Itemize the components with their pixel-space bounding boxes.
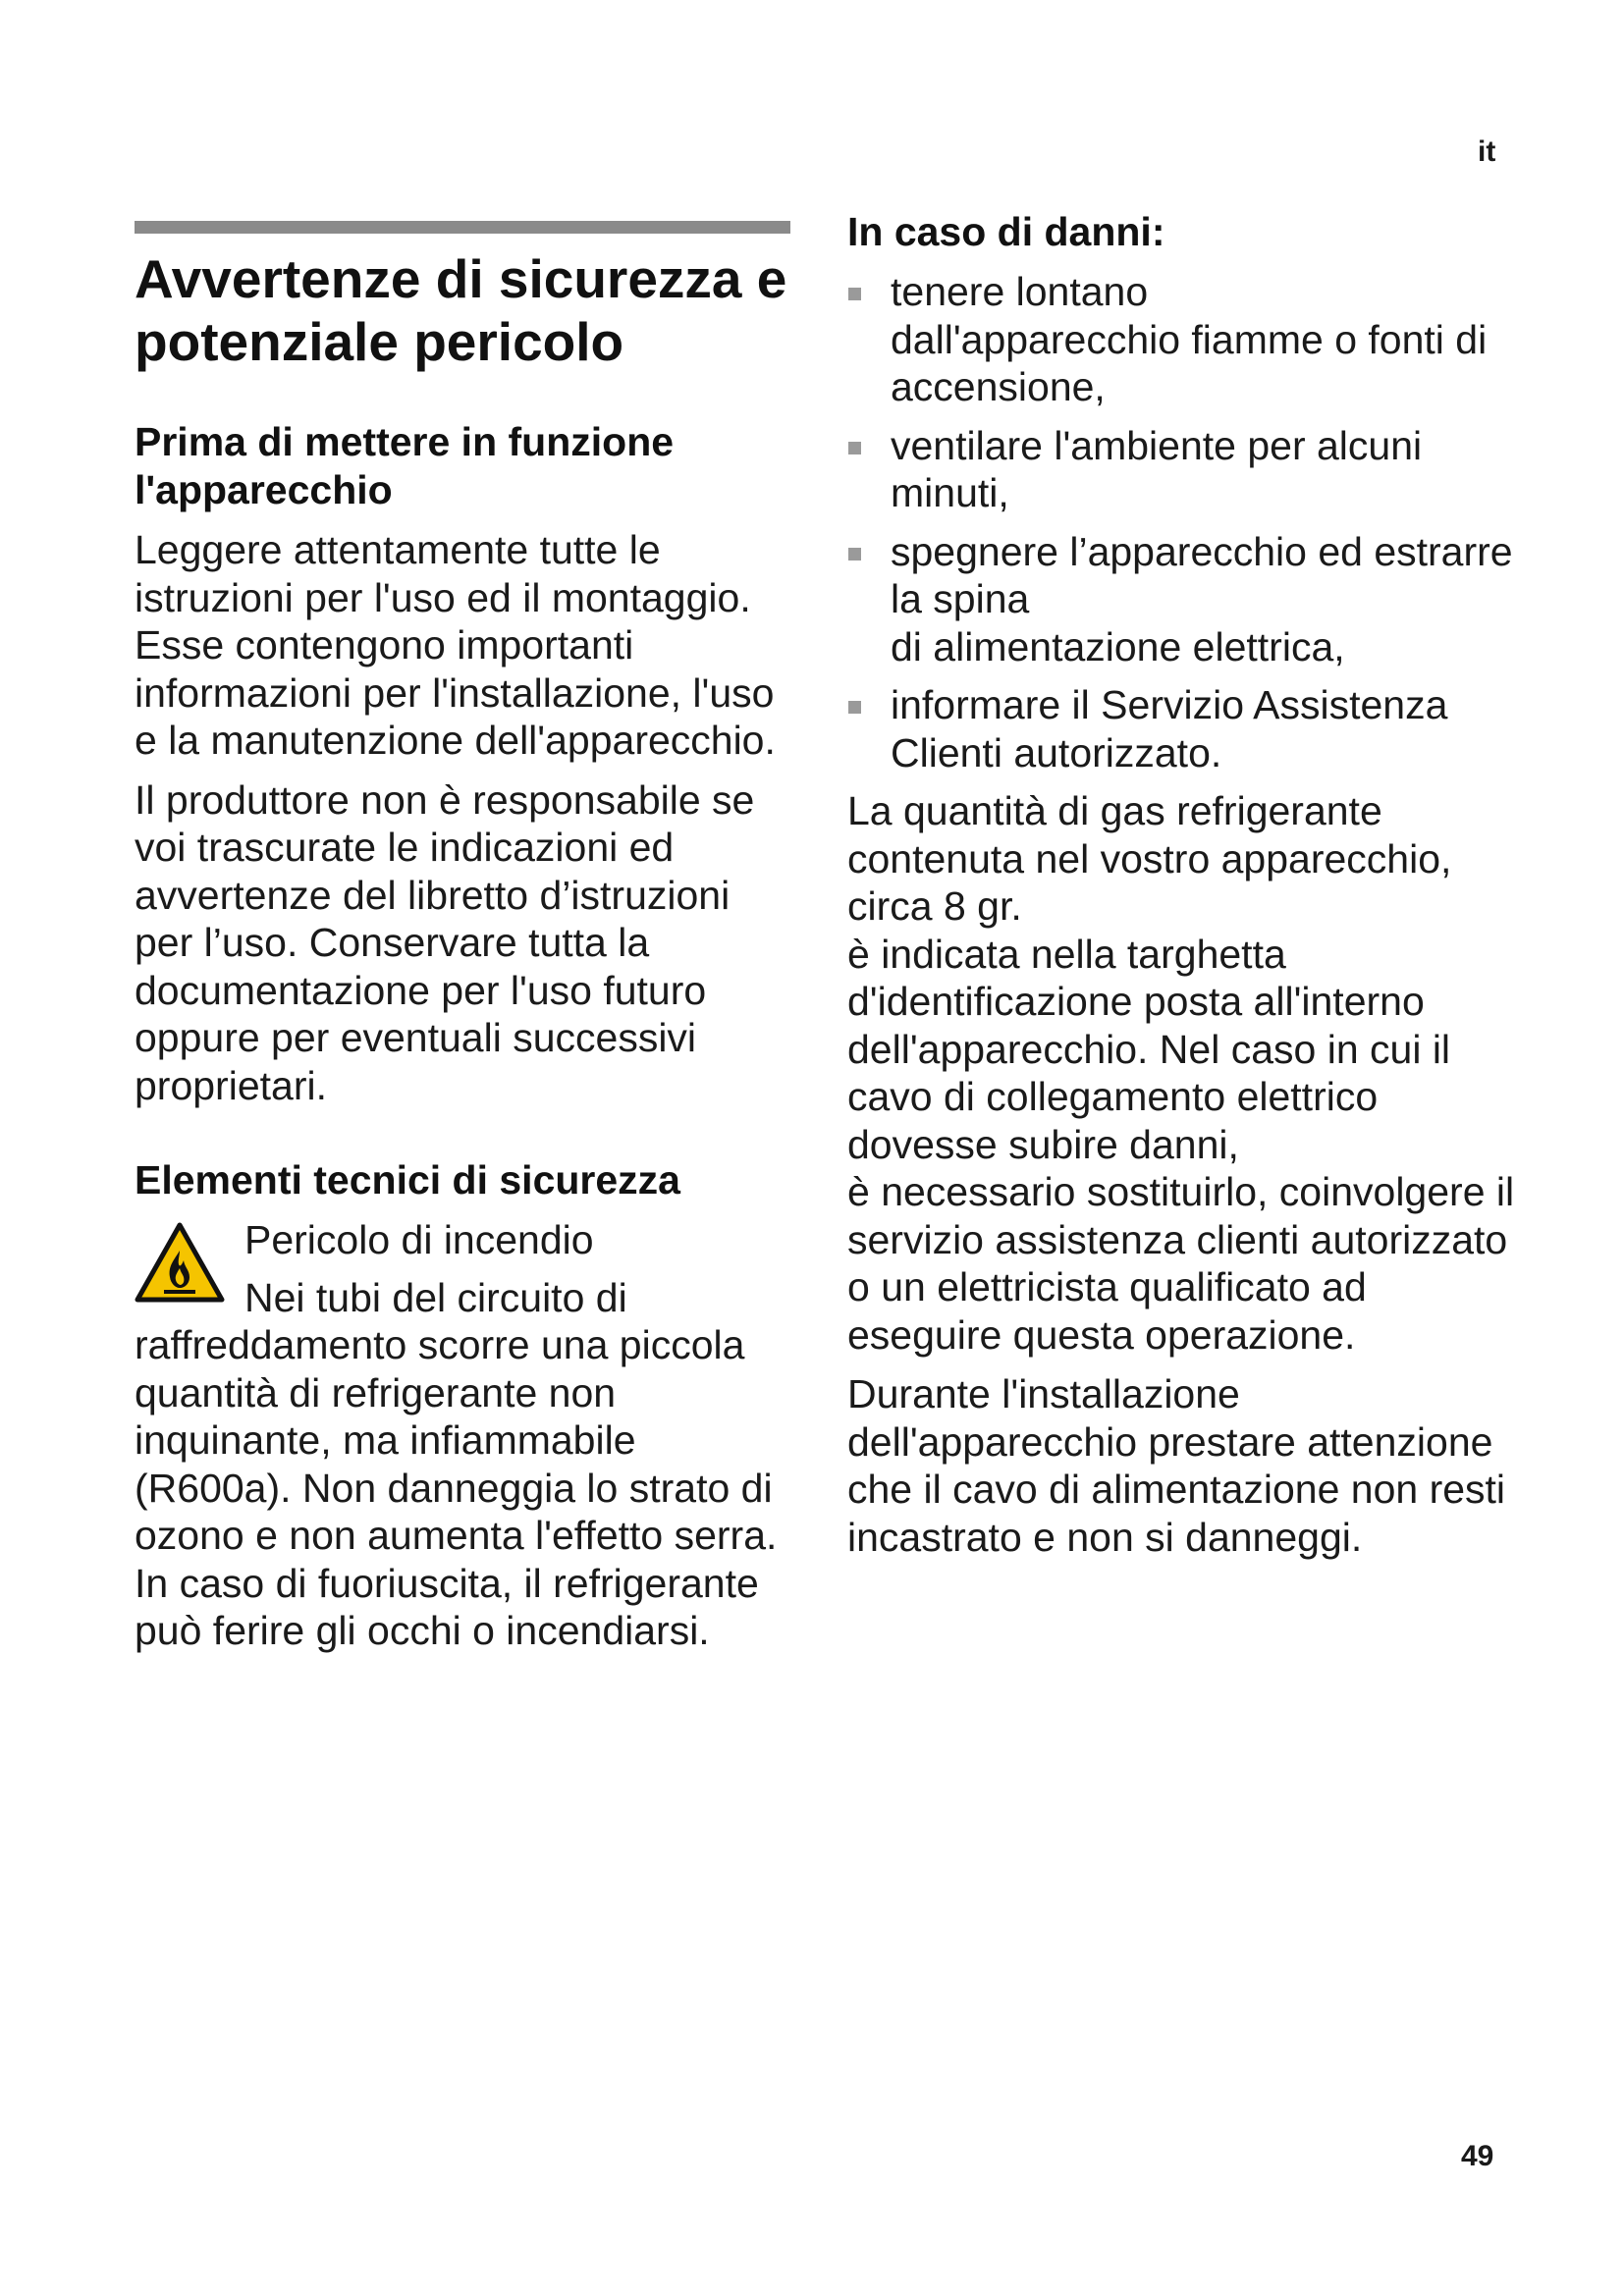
page-number: 49 xyxy=(1461,2140,1494,2172)
section-heading-before-use: Prima di mettere in funzione l'apparecchio xyxy=(135,419,675,512)
warning-text: Nei tubi del circuito di raffreddamento scorre una piccola quantità di refrigerante non inquinante, ma infiammabile (R600a). Non danneggia lo strato di ozono e non aumenta l'effetto serra. In caso di fuoriuscita, il refrigerante può ferire gli occhi o incendiarsi. xyxy=(135,1274,778,1653)
square-bullet-icon xyxy=(848,548,861,561)
right-column xyxy=(847,208,1515,1573)
left-column xyxy=(135,221,790,1655)
square-bullet-icon xyxy=(848,701,861,714)
paragraph-read-instructions: Leggere attentamente tutte le istruzioni per l'uso ed il montaggio. Esse contengono importanti informazioni per l'installazione, l'uso e la manutenzione dell'apparecchio. xyxy=(135,527,776,763)
list-item-text: tenere lontano dall'apparecchio fiamme o fonti di accensione, xyxy=(891,269,1488,409)
list-item xyxy=(847,422,1515,517)
section-rule xyxy=(135,221,790,234)
language-code: it xyxy=(1478,135,1496,168)
list-item xyxy=(847,528,1515,671)
warning-title: Pericolo di incendio xyxy=(244,1217,594,1262)
fire-warning-block xyxy=(135,1216,790,1655)
list-item-text: spegnere l’apparecchio ed estrarre la spina di alimentazione elettrica, xyxy=(891,528,1513,669)
damage-instructions-list xyxy=(847,268,1515,776)
square-bullet-icon xyxy=(848,288,861,300)
section-heading-technical-safety: Elementi tecnici di sicurezza xyxy=(135,1157,680,1202)
page-title: Avvertenze di sicurezza e potenziale pericolo xyxy=(135,248,787,372)
list-item xyxy=(847,681,1515,776)
fire-warning-icon xyxy=(135,1221,225,1304)
paragraph-manufacturer-liability: Il produttore non è responsabile se voi trascurate le indicazioni ed avvertenze del libretto d’istruzioni per l’uso. Conservare tutta la documentazione per l'uso futuro oppure per eventuali successivi proprietari. xyxy=(135,776,755,1108)
paragraph-refrigerant-quantity: La quantità di gas refrigerante contenuta nel vostro apparecchio, circa 8 gr. è indicata nella targhetta d'identificazione posta all'interno dell'apparecchio. Nel caso in cui il cavo di collegamento elettrico dovesse subire danni, è necessario sostituirlo, coinvolgere il servizio assistenza clienti autorizzato o un elettricista qualificato ad eseguire questa operazione. xyxy=(847,788,1515,1358)
list-item xyxy=(847,268,1515,411)
paragraph-installation-cable: Durante l'installazione dell'apparecchio prestare attenzione che il cavo di alimentazione non resti incastrato e non si danneggi. xyxy=(847,1371,1506,1560)
list-item-text: informare il Servizio Assistenza Clienti autorizzato. xyxy=(891,682,1448,775)
list-item-text: ventilare l'ambiente per alcuni minuti, xyxy=(891,422,1423,515)
section-heading-damage: In caso di danni: xyxy=(847,209,1165,254)
square-bullet-icon xyxy=(848,442,861,454)
